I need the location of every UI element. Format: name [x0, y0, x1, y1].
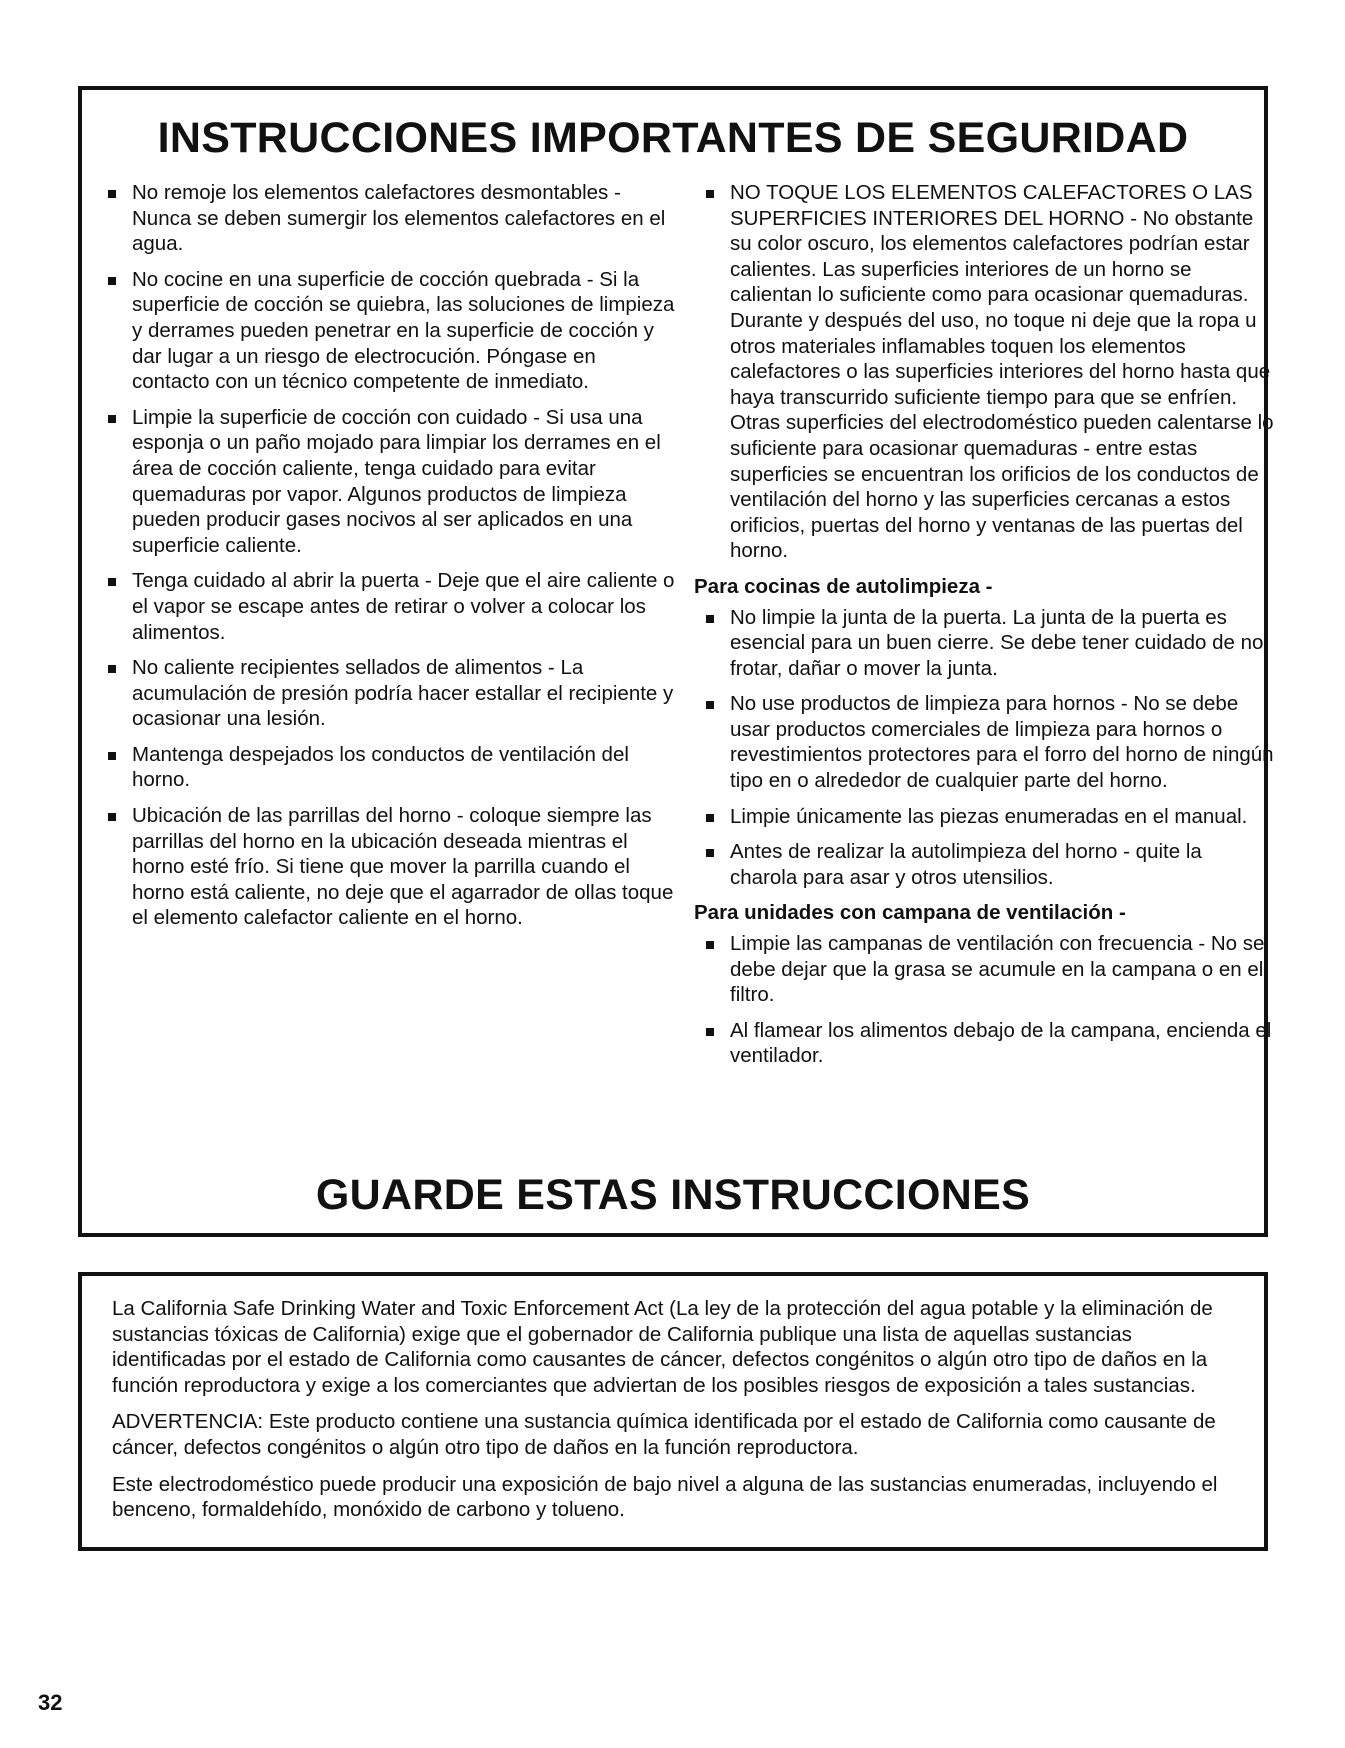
prop65-paragraph: La California Safe Drinking Water and Toxic Enforcement Act (La ley de la protección del agua potable y la eliminación de sustancias tóxicas de California) exige que el gobernador de California publique una lista de aquellas sustancias identificadas por el estado de California como causantes de cáncer, defectos congénitos o algún otro tipo de daños en la función reproductora y exige a los comerciantes que adviertan de los posibles riesgos de exposición a tales sustancias.: [112, 1297, 1213, 1397]
bullet-icon: [706, 615, 714, 623]
bullet-icon: [706, 814, 714, 822]
self-clean-item: Limpie únicamente las piezas enumeradas en el manual.: [694, 804, 1274, 830]
safety-item: No caliente recipientes sellados de alimentos - La acumulación de presión podría hacer estallar el recipiente y ocasionar una lesión.: [96, 655, 676, 732]
right-column: [694, 180, 1274, 1079]
bullet-icon: [108, 665, 116, 673]
hood-item: Al flamear los alimentos debajo de la campana, encienda el ventilador.: [694, 1018, 1274, 1069]
prop65-paragraph: Este electrodoméstico puede producir una exposición de bajo nivel a alguna de las sustancias enumeradas, incluyendo el benceno, formaldehído, monóxido de carbono y tolueno.: [112, 1472, 1218, 1522]
bullet-icon: [706, 190, 714, 198]
safety-item: Mantenga despejados los conductos de ventilación del horno.: [96, 742, 676, 793]
self-clean-heading: Para cocinas de autolimpieza -: [694, 574, 993, 598]
save-instructions-title: GUARDE ESTAS INSTRUCCIONES: [315, 1171, 1031, 1219]
bullet-icon: [108, 277, 116, 285]
left-column: [96, 180, 676, 941]
hood-heading: Para unidades con campana de ventilación -: [694, 901, 1126, 925]
page-number: 32: [38, 1690, 63, 1715]
hood-item: Limpie las campanas de ventilación con frecuencia - No se debe dejar que la grasa se acumule en la campana o en el filtro.: [694, 931, 1274, 1008]
prop65-warning: ADVERTENCIA: Este producto contiene una sustancia química identificada por el estado de California como causante de cáncer, defectos congénitos o algún otro tipo de daños en la función reproductora.: [112, 1410, 1216, 1459]
safety-title: INSTRUCCIONES IMPORTANTES DE SEGURIDAD: [157, 114, 1189, 162]
prop65-notice-box: [78, 1272, 1268, 1551]
bullet-icon: [108, 752, 116, 760]
bullet-icon: [108, 578, 116, 586]
self-clean-item: Antes de realizar la autolimpieza del horno - quite la charola para asar y otros utensilios.: [694, 839, 1274, 890]
bullet-icon: [108, 813, 116, 821]
self-clean-item: No use productos de limpieza para hornos - No se debe usar productos comerciales de limpieza para hornos o revestimientos protectores para el forro del horno de ningún tipo en o alrededor de cualquier parte del horno.: [694, 691, 1274, 793]
safety-instructions-box: [78, 86, 1274, 1237]
bullet-icon: [706, 1028, 714, 1036]
bullet-icon: [706, 701, 714, 709]
safety-item: NO TOQUE LOS ELEMENTOS CALEFACTORES O LAS SUPERFICIES INTERIORES DEL HORNO - No obstante su color oscuro, los elementos calefactores podrían estar calientes. Las superficies interiores de un horno se calientan lo suficiente como para ocasionar quemaduras. Durante y después del uso, no toque ni deje que la ropa u otros materiales inflamables toquen los elementos calefactores o las superficies interiores del horno hasta que haya transcurrido suficiente tiempo para que se enfríen. Otras superficies del electrodoméstico pueden calentarse lo suficiente para ocasionar quemaduras - entre estas superficies se encuentran los orificios de los conductos de ventilación del horno y las superficies cercanas a estos orificios, puertas del horno y ventanas de las puertas del horno.: [694, 180, 1274, 564]
bullet-icon: [108, 190, 116, 198]
bullet-icon: [706, 941, 714, 949]
safety-item: No remoje los elementos calefactores desmontables - Nunca se deben sumergir los elementos calefactores en el agua.: [96, 180, 676, 257]
self-clean-item: No limpie la junta de la puerta. La junta de la puerta es esencial para un buen cierre. Se debe tener cuidado de no frotar, dañar o mover la junta.: [694, 605, 1274, 682]
bullet-icon: [706, 849, 714, 857]
safety-item: Limpie la superficie de cocción con cuidado - Si usa una esponja o un paño mojado para limpiar los derrames en el área de cocción caliente, tenga cuidado para evitar quemaduras por vapor. Algunos productos de limpieza pueden producir gases nocivos al ser aplicados en una superficie caliente.: [96, 405, 676, 559]
safety-item: Ubicación de las parrillas del horno - coloque siempre las parrillas del horno en la ubicación deseada mientras el horno esté frío. Si tiene que mover la parrilla cuando el horno está caliente, no deje que el agarrador de ollas toque el elemento calefactor caliente en el horno.: [96, 803, 676, 931]
bullet-icon: [108, 415, 116, 423]
safety-item: No cocine en una superficie de cocción quebrada - Si la superficie de cocción se quiebra, las soluciones de limpieza y derrames pueden penetrar en la superficie de cocción y dar lugar a un riesgo de electrocución. Póngase en contacto con un técnico competente de inmediato.: [96, 267, 676, 395]
safety-item: Tenga cuidado al abrir la puerta - Deje que el aire caliente o el vapor se escape antes de retirar o volver a colocar los alimentos.: [96, 568, 676, 645]
